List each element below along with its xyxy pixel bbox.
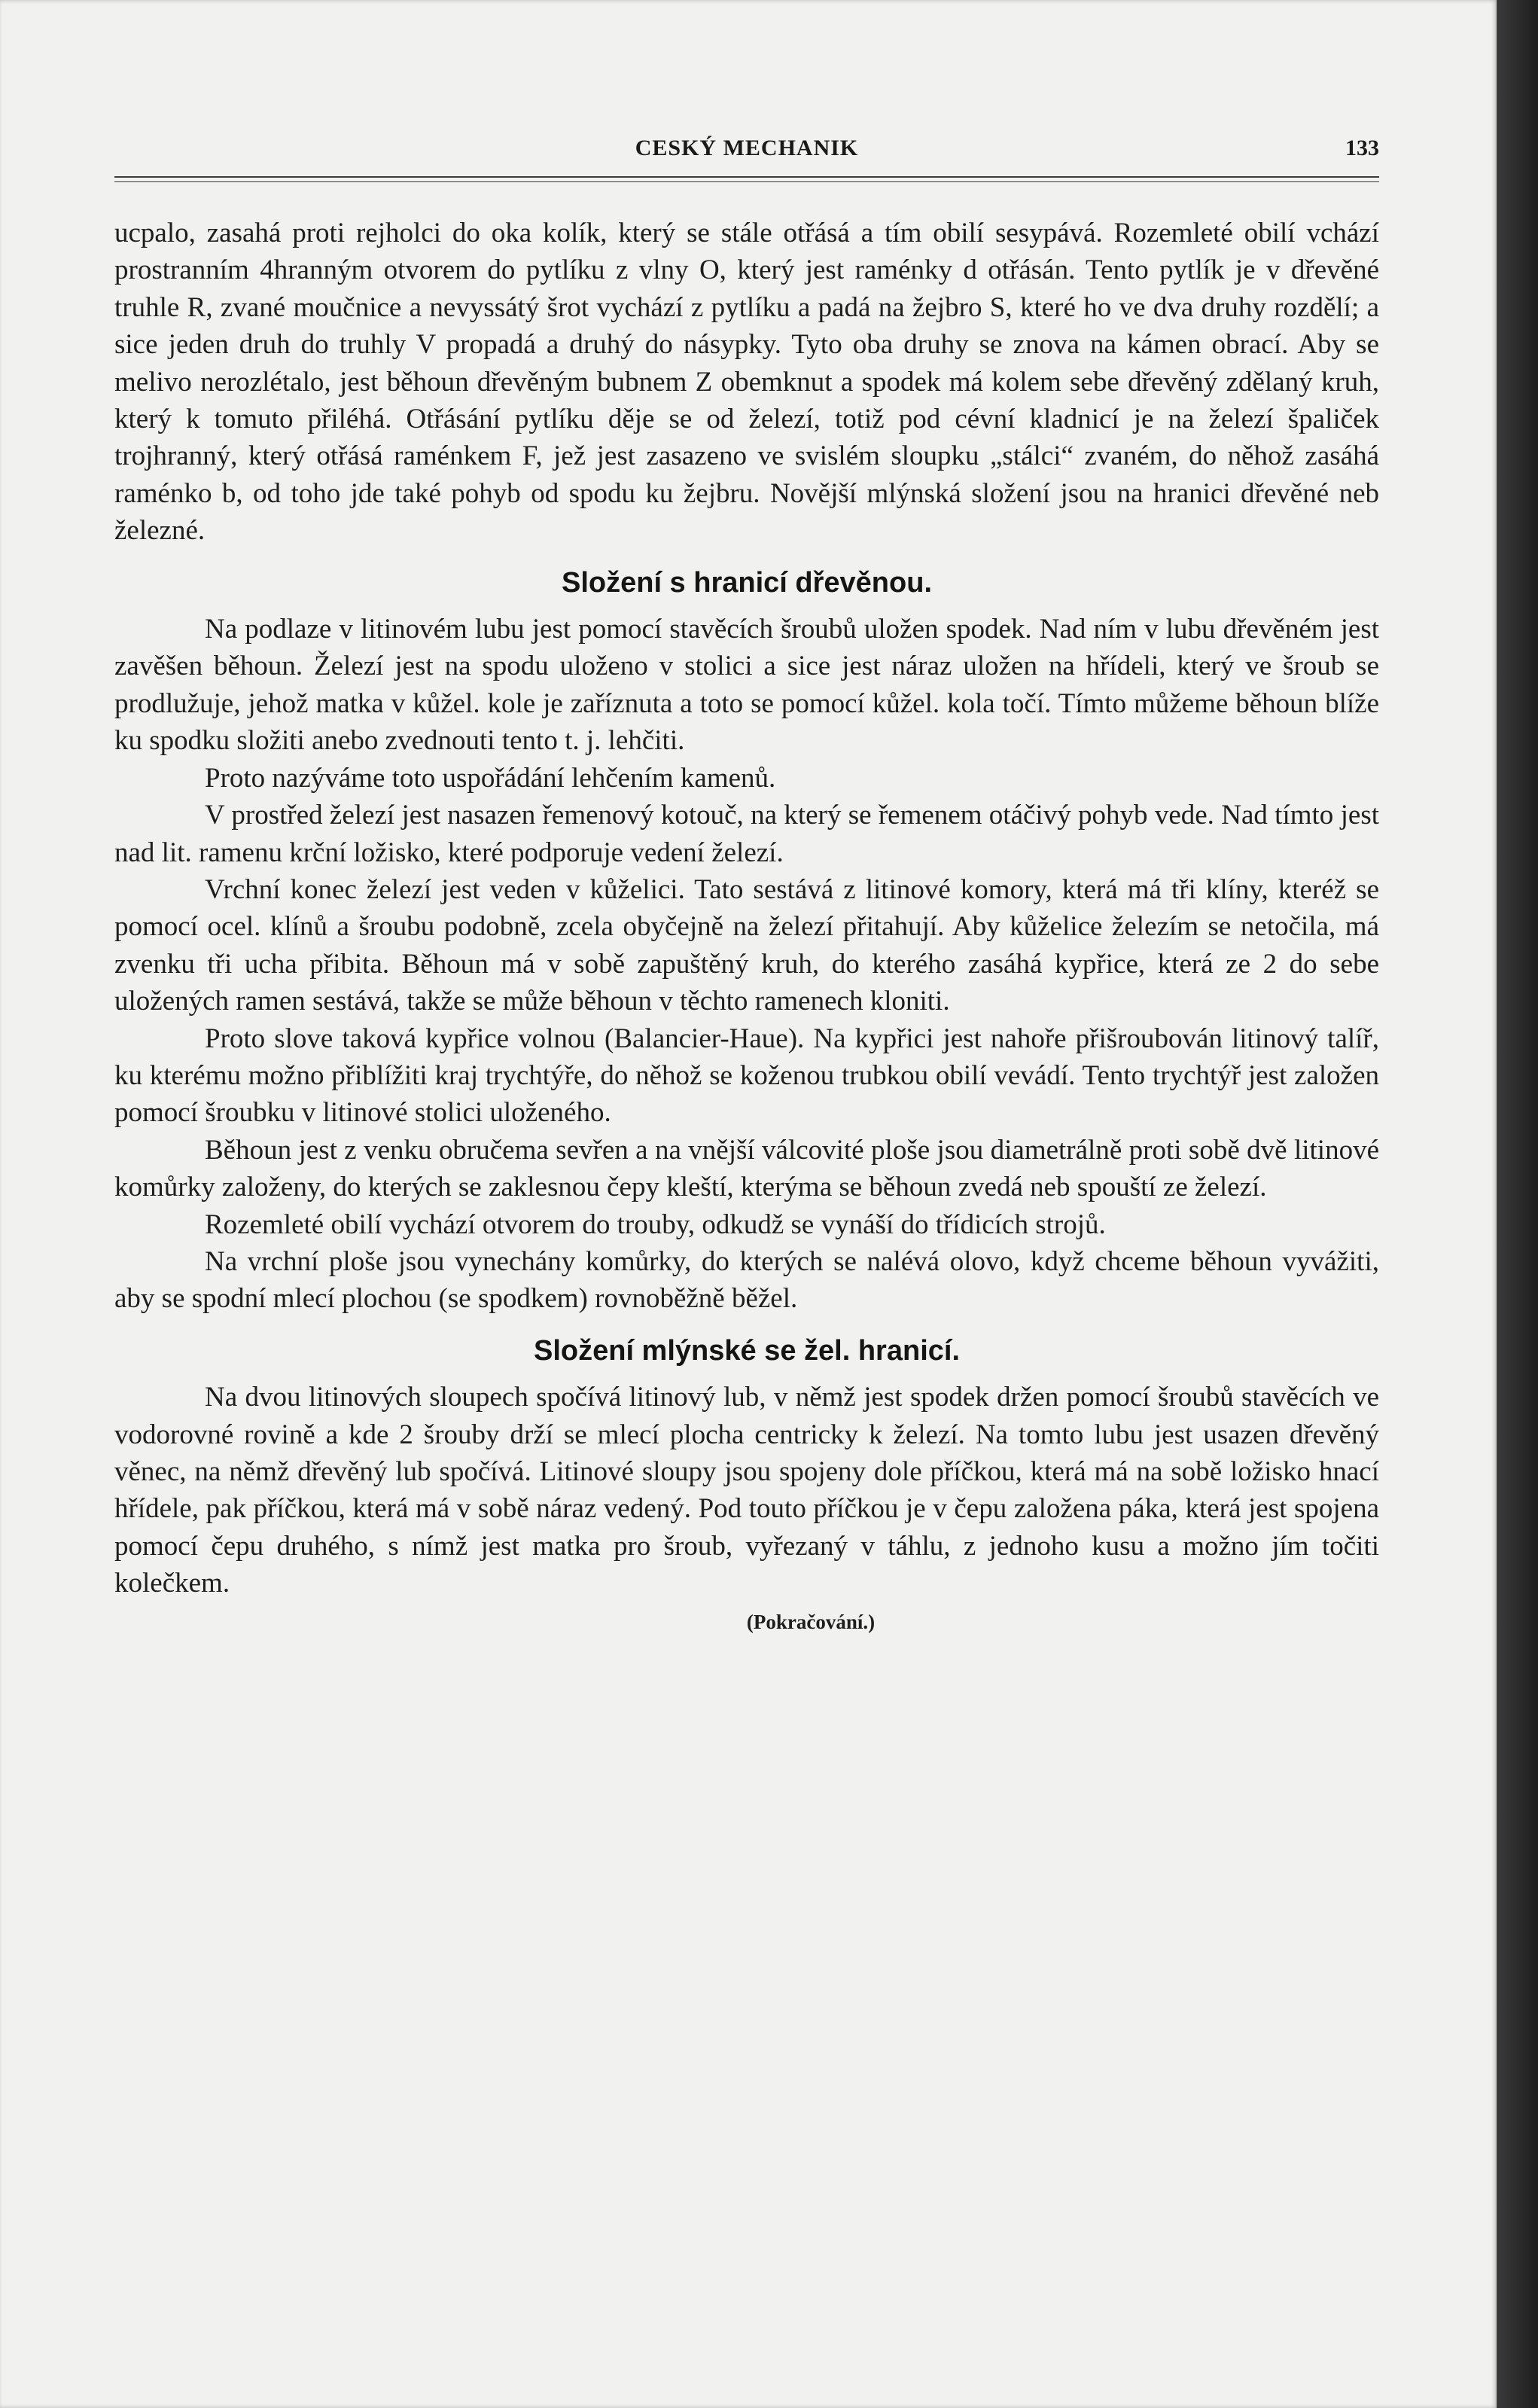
page-number: 133 — [1345, 136, 1379, 160]
header-rule-thin — [114, 181, 1379, 182]
paragraph: V prostřed železí jest nasazen řemenový kotouč, na který se řemenem otáčivý pohyb vede. Nad tímto jest nad lit. ramenu krční ložisko, které podporuje vedení železí. — [114, 800, 1379, 868]
section-heading: Složení s hranicí dřevěnou. — [561, 566, 932, 599]
paragraph: Na vrchní ploše jsou vynechány komůrky, do kterých se nalévá olovo, když chceme běhoun vyvážiti, aby se spodní mlecí plochou (se spodkem) rovnoběžně běžel. — [114, 1245, 1379, 1315]
continuation-note: (Pokračování.) — [746, 1610, 876, 1633]
paragraph: Běhoun jest z venku obručema sevřen a na vnější válcovité ploše jsou diametrálně proti sobě dvě litinové komůrky založeny, do kterých se zaklesnou čepy kleští, kterýma se běhoun zvedá neb spouští ze železí. — [114, 1134, 1379, 1203]
header-rule — [114, 176, 1379, 178]
paragraph: Na dvou litinových sloupech spočívá litinový lub, v němž jest spodek držen pomocí šroubů stavěcích ve vodorovné rovině a kde 2 šrouby drží se mlecí plocha centricky k železí. Na tomto lubu jest usazen dřevěný věnec, na němž dřevěný lub spočívá. Litinové sloupy jsou spojeny dole příčkou, která má na sobě ložisko hnací hřídele, pak příčkou, která má v sobě náraz vedený. Pod touto příčkou je v čepu založena páka, která jest spojena pomocí čepu druhého, s nímž jest matka pro šroub, vyřezaný v táhlu, z jednoho kusu a možno jím točiti kolečkem. — [114, 1382, 1379, 1599]
paragraph: Vrchní konec železí jest veden v kůželici. Tato sestává z litinové komory, která má tři klíny, kteréž se pomocí ocel. klínů a šroubu podobně, zcela obyčejně na železí přitahují. Aby kůželice železím se netočila, má zvenku tři ucha přibita. Běhoun má v sobě zapuštěný kruh, do kterého zasáhá kypřice, která ze 2 do sebe uložených ramen sestává, takže se může běhoun v těchto ramenech kloniti. — [114, 873, 1379, 1017]
article-body — [114, 215, 1379, 1641]
paragraph: Proto nazýváme toto uspořádání lehčením kamenů. — [205, 762, 776, 794]
paragraph: Rozemleté obilí vychází otvorem do trouby, odkudž se vynáší do třídicích strojů. — [205, 1209, 1106, 1240]
paragraph: Na podlaze v litinovém lubu jest pomocí stavěcích šroubů uložen spodek. Nad ním v lubu dřevěném jest zavěšen běhoun. Železí jest na spodu uloženo v stolici a sice jest náraz uložen na hřídeli, který ve šroub se prodlužuje, jehož matka v kůžel. kole je zaříznuta a toto se pomocí kůžel. kola točí. Tímto můžeme běhoun blíže ku spodku složiti anebo zvednouti tento t. j. lehčiti. — [114, 614, 1379, 757]
running-header — [114, 136, 1379, 169]
scan-edge — [1497, 0, 1538, 2408]
paragraph: Proto slove taková kypřice volnou (Balancier-Haue). Na kypřici jest nahoře přišroubován litinový talíř, ku kterému možno přiblížiti kraj trychtýře, do něhož se koženou trubkou obilí vevádí. Tento trychtýř jest založen pomocí šroubku v litinové stolici uloženého. — [114, 1023, 1379, 1129]
journal-title: CESKÝ MECHANIK — [635, 136, 859, 160]
paragraph: ucpalo, zasahá proti rejholci do oka kolík, který se stále otřásá a tím obilí sesypává. Rozemleté obilí vchází prostranním 4hranným otvorem do pytlíku z vlny O, který jest raménky d otřásán. Tento pytlík je v dřevěné truhle R, zvané moučnice a nevyssátý šrot vychází z pytlíku a padá na žejbro S, které ho ve dva druhy rozdělí; a sice jeden druh do truhly V propadá a druhý do násypky. Tyto oba druhy se znova na kámen obrací. Aby se melivo nerozlétalo, jest běhoun dřevěným bubnem Z obemknut a spodek má kolem sebe dřevěný zdělaný kruh, který k tomuto přiléhá. Otřásání pytlíku děje se od železí, totiž pod cévní kladnicí je na železí špaliček trojhranný, který otřásá raménkem F, jež jest zasazeno ve svislém sloupku „stálci“ zvaném, do něhož zasáhá raménko b, od toho jde také pohyb od spodu ku žejbru. Novější mlýnská složení jsou na hranici dřevěné neb železné. — [114, 218, 1379, 547]
section-heading: Složení mlýnské se žel. hranicí. — [533, 1334, 960, 1367]
